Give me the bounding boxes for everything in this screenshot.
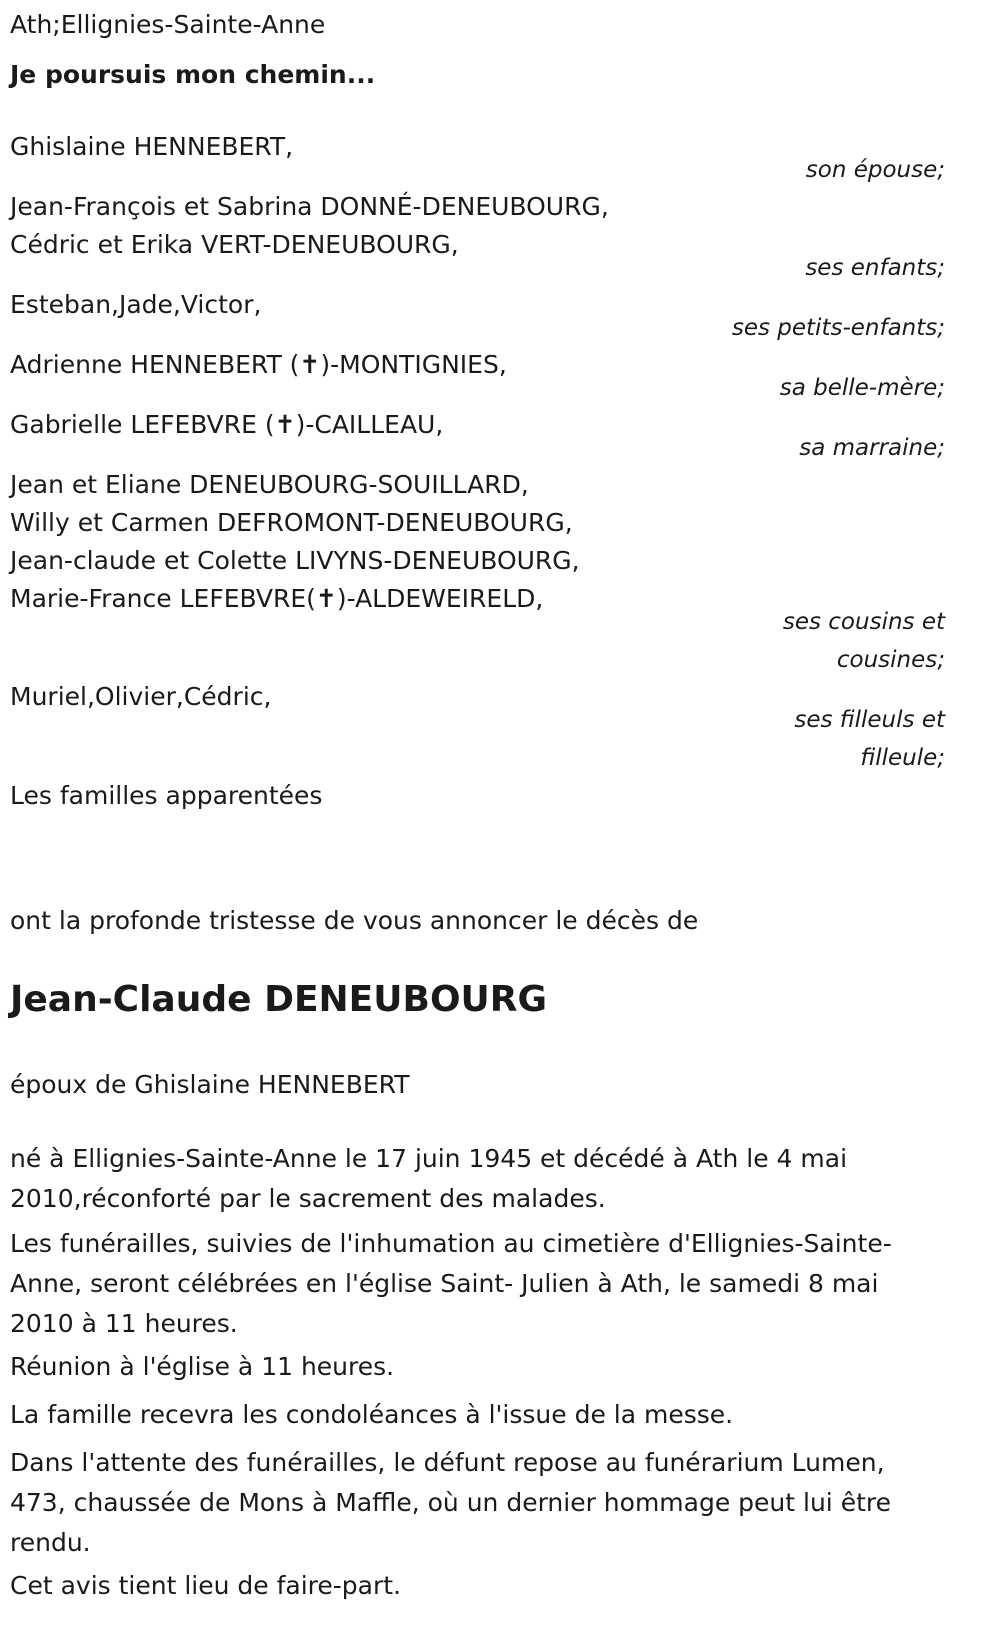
cousin-name: Willy et Carmen DEFROMONT-DENEUBOURG, (10, 508, 573, 537)
children-relation: ses enfants; (805, 255, 945, 281)
child-name: Jean-François et Sabrina DONNÉ-DENEUBOURG, (10, 192, 609, 221)
cousins-relation: ses cousins et (782, 609, 945, 635)
location-line: Ath;Ellignies-Sainte-Anne (10, 10, 326, 39)
mother-in-law-name: Adrienne HENNEBERT (✝)-MONTIGNIES, (10, 350, 507, 379)
cousin-name: Jean-claude et Colette LIVYNS-DENEUBOURG, (10, 546, 580, 575)
notice-paragraph: Cet avis tient lieu de faire-part. (10, 1571, 402, 1600)
spouse-name: Ghislaine HENNEBERT, (10, 132, 294, 161)
cousin-name: Marie-France LEFEBVRE(✝)-ALDEWEIRELD, (10, 584, 544, 613)
meeting-paragraph: Réunion à l'église à 11 heures. (10, 1352, 395, 1381)
rest-paragraph: Dans l'attente des funérailles, le défunt repose au funérarium Lumen, 473, chaussée de Mons à Maffle, où un dernier hommage peut lui être rendu. (10, 1448, 891, 1557)
godchildren-names: Muriel,Olivier,Cédric, (10, 682, 272, 711)
godchildren-relation: ses filleuls et (794, 707, 945, 733)
birth-death-paragraph: né à Ellignies-Sainte-Anne le 17 juin 1945 et décédé à Ath le 4 mai 2010,réconforté par le sacrement des malades. (10, 1144, 848, 1213)
godmother-relation: sa marraine; (799, 435, 945, 461)
deceased-name: Jean-Claude DENEUBOURG (10, 979, 548, 1020)
godchildren-relation-continued: filleule; (860, 745, 945, 771)
funeral-paragraph: Les funérailles, suivies de l'inhumation au cimetière d'Ellignies-Sainte-Anne, seront célébrées en l'église Saint- Julien à Ath, le samedi 8 mai 2010 à 11 heures. (10, 1229, 892, 1338)
godmother-name: Gabrielle LEFEBVRE (✝)-CAILLEAU, (10, 410, 444, 439)
condolences-paragraph: La famille recevra les condoléances à l'issue de la messe. (10, 1400, 734, 1429)
mother-in-law-relation: sa belle-mère; (779, 375, 945, 401)
announcement-text: ont la profonde tristesse de vous annoncer le décès de (10, 906, 699, 935)
spouse-relation: son épouse; (805, 157, 945, 183)
spouse-of-line: époux de Ghislaine HENNEBERT (10, 1070, 410, 1099)
grandchildren-relation: ses petits-enfants; (731, 315, 945, 341)
cousins-relation-continued: cousines; (836, 647, 945, 673)
child-name: Cédric et Erika VERT-DENEUBOURG, (10, 230, 459, 259)
motto-heading: Je poursuis mon chemin... (10, 60, 376, 89)
related-families: Les familles apparentées (10, 781, 323, 810)
grandchildren-names: Esteban,Jade,Victor, (10, 290, 262, 319)
cousin-name: Jean et Eliane DENEUBOURG-SOUILLARD, (10, 470, 529, 499)
